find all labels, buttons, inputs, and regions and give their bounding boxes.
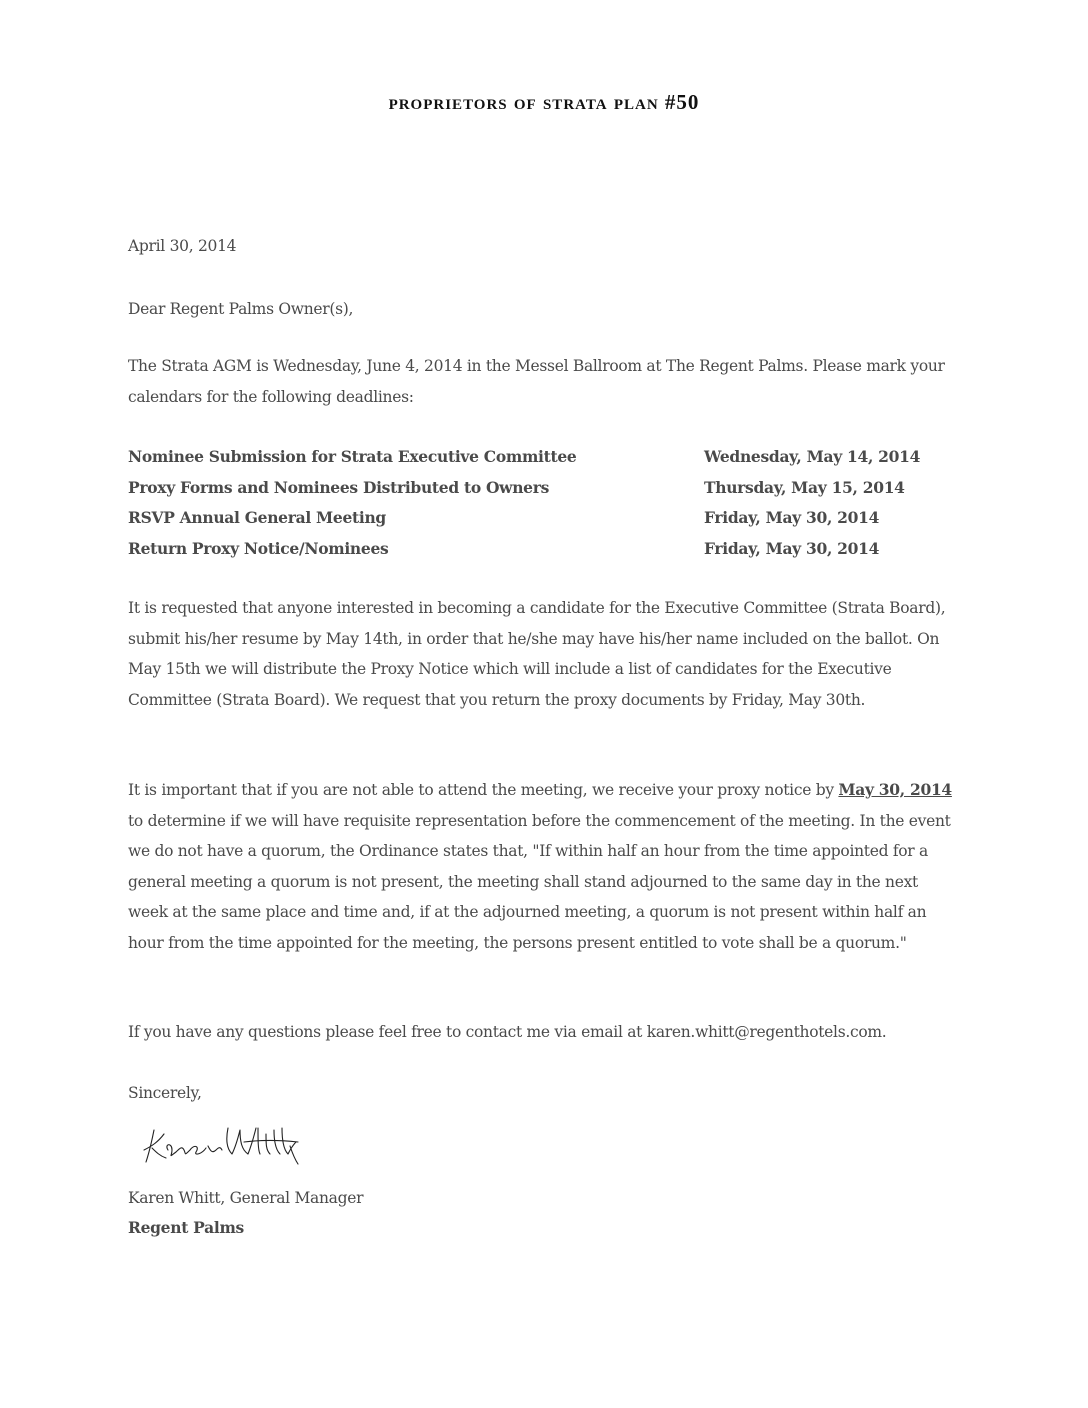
- signature-icon: [140, 1120, 300, 1170]
- deadline-row: [128, 534, 958, 565]
- letter-title: proprietors of strata plan #50: [388, 90, 700, 114]
- deadline-date: Friday, May 30, 2014: [704, 508, 880, 527]
- signer-name: Karen Whitt, General Manager: [128, 1189, 364, 1207]
- deadline-date: Wednesday, May 14, 2014: [704, 447, 921, 466]
- deadline-label: Nominee Submission for Strata Executive Committee: [128, 447, 577, 466]
- organization-name: Regent Palms: [128, 1218, 244, 1237]
- quorum-paragraph: [128, 775, 958, 958]
- proxy-deadline-emphasis: May 30, 2014: [838, 780, 952, 799]
- deadline-label: Return Proxy Notice/Nominees: [128, 538, 389, 558]
- candidate-paragraph: It is requested that anyone interested in becoming a candidate for the Executive Committee (Strata Board), submit his/her resume by May 14th, in order that he/she may have his/her name included on the ballot. On May 15th we will distribute the Proxy Notice which will include a list of candidates for the Executive Committee (Strata Board). We request that you return the proxy documents by Friday, May 30th.: [128, 599, 946, 709]
- intro-paragraph: The Strata AGM is Wednesday, June 4, 2014 in the Messel Ballroom at The Regent Palms. Please mark your calendars for the following deadlines:: [128, 357, 945, 406]
- deadline-row: [128, 503, 958, 534]
- deadline-date: Thursday, May 15, 2014: [704, 477, 905, 497]
- deadline-row: [128, 473, 958, 504]
- deadline-label: Proxy Forms and Nominees Distributed to Owners: [128, 477, 550, 497]
- deadline-date: Friday, May 30, 2014: [704, 538, 880, 558]
- quorum-text-before: It is important that if you are not able to attend the meeting, we receive your proxy notice by: [128, 781, 839, 799]
- deadline-label: RSVP Annual General Meeting: [128, 508, 386, 527]
- closing: Sincerely,: [128, 1084, 202, 1102]
- deadlines-table: [128, 442, 958, 564]
- salutation: Dear Regent Palms Owner(s),: [128, 300, 354, 318]
- contact-paragraph: If you have any questions please feel free to contact me via email at karen.whitt@regenthotels.com.: [128, 1023, 887, 1041]
- deadline-row: [128, 442, 958, 473]
- quorum-text-after: to determine if we will have requisite representation before the commencement of the meeting. In the event we do not have a quorum, the Ordinance states that, "If within half an hour from the time appointed for a general meeting a quorum is not present, the meeting shall stand adjourned to the same day in the next week at the same place and time and, if at the adjourned meeting, a quorum is not present within half an hour from the time appointed for the meeting, the persons present entitled to vote shall be a quorum.": [128, 811, 951, 952]
- letter-date: April 30, 2014: [128, 237, 237, 255]
